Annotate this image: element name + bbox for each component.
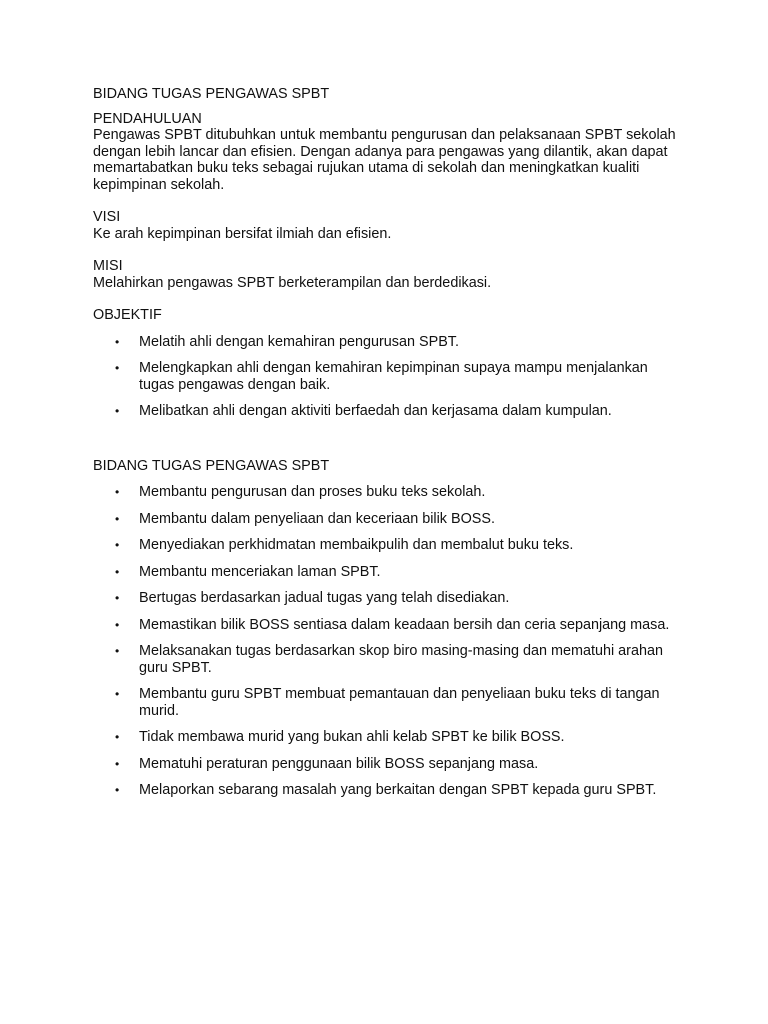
list-item-line: Membantu dalam penyeliaan dan keceriaan bilik BOSS. (139, 510, 495, 527)
bullet-icon: • (115, 617, 120, 632)
list-item (93, 729, 683, 746)
bullet-icon: • (115, 730, 120, 744)
list-item-line: tugas pengawas dengan baik. (139, 376, 331, 393)
list-item-line: Melatih ahli dengan kemahiran pengurusan SPBT. (139, 333, 459, 350)
bullet-icon: • (115, 361, 120, 375)
list-item-line: Mematuhi peraturan penggunaan bilik BOSS sepanjang masa. (139, 755, 539, 772)
bullet-icon: • (115, 485, 120, 499)
bullet-icon: • (115, 404, 120, 418)
pendahuluan-line: dengan lebih lancar dan efisien. Dengan adanya para pengawas yang dilantik, akan dapat (93, 143, 668, 160)
list-item (93, 617, 683, 634)
list-item-line: Membantu guru SPBT membuat pemantauan dan penyeliaan buku teks di tangan (139, 686, 660, 702)
bidang-tugas-heading: BIDANG TUGAS PENGAWAS SPBT (93, 457, 330, 474)
list-item-line: guru SPBT. (139, 659, 212, 676)
list-item (93, 643, 683, 676)
pendahuluan-heading: PENDAHULUAN (93, 110, 202, 127)
bullet-icon: • (115, 334, 120, 349)
list-item-line: Melaksanakan tugas berdasarkan skop biro masing-masing dan mematuhi arahan (139, 643, 663, 659)
pendahuluan-line: Pengawas SPBT ditubuhkan untuk membantu pengurusan dan pelaksanaan SPBT sekolah (93, 127, 676, 143)
list-item-line: Melengkapkan ahli dengan kemahiran kepimpinan supaya mampu menjalankan (139, 360, 648, 376)
pendahuluan-line: memartabatkan buku teks sebagai rujukan utama di sekolah dan meningkatkan kualiti (93, 160, 640, 176)
list-item (93, 511, 683, 528)
list-item-line: Membantu pengurusan dan proses buku teks sekolah. (139, 484, 486, 500)
list-item-line: Membantu menceriakan laman SPBT. (139, 563, 381, 580)
visi-heading: VISI (93, 209, 121, 225)
bullet-icon: • (115, 756, 120, 771)
document-title: BIDANG TUGAS PENGAWAS SPBT (93, 86, 330, 102)
list-item-line: Menyediakan perkhidmatan membaikpulih dan membalut buku teks. (139, 537, 574, 553)
bullet-icon: • (115, 591, 120, 605)
pendahuluan-line: kepimpinan sekolah. (93, 176, 225, 193)
list-item (93, 360, 683, 393)
bullet-icon: • (115, 687, 120, 701)
list-item (93, 334, 683, 351)
list-item (93, 686, 683, 719)
objektif-list (93, 334, 683, 420)
list-item-line: Memastikan bilik BOSS sentiasa dalam keadaan bersih dan ceria sepanjang masa. (139, 616, 670, 633)
list-item (93, 564, 683, 581)
bullet-icon: • (115, 783, 120, 797)
list-item-line: murid. (139, 702, 179, 719)
pendahuluan-paragraph (93, 127, 683, 193)
list-item (93, 756, 683, 773)
list-item (93, 537, 683, 554)
list-item-line: Bertugas berdasarkan jadual tugas yang telah disediakan. (139, 590, 510, 606)
objektif-heading: OBJEKTIF (93, 307, 162, 323)
misi-heading: MISI (93, 258, 123, 274)
bullet-icon: • (115, 538, 120, 552)
visi-text: Ke arah kepimpinan bersifat ilmiah dan efisien. (93, 225, 392, 242)
bullet-icon: • (115, 511, 120, 526)
list-item (93, 484, 683, 501)
document-page (93, 86, 683, 809)
list-item-line: Melibatkan ahli dengan aktiviti berfaedah dan kerjasama dalam kumpulan. (139, 403, 612, 419)
bullet-icon: • (115, 564, 120, 579)
bidang-tugas-list (93, 484, 683, 799)
list-item-line: Tidak membawa murid yang bukan ahli kelab SPBT ke bilik BOSS. (139, 729, 565, 745)
list-item (93, 403, 683, 420)
list-item-line: Melaporkan sebarang masalah yang berkaitan dengan SPBT kepada guru SPBT. (139, 782, 657, 798)
list-item (93, 782, 683, 799)
misi-text: Melahirkan pengawas SPBT berketerampilan dan berdedikasi. (93, 274, 492, 291)
bullet-icon: • (115, 644, 120, 658)
list-item (93, 590, 683, 607)
